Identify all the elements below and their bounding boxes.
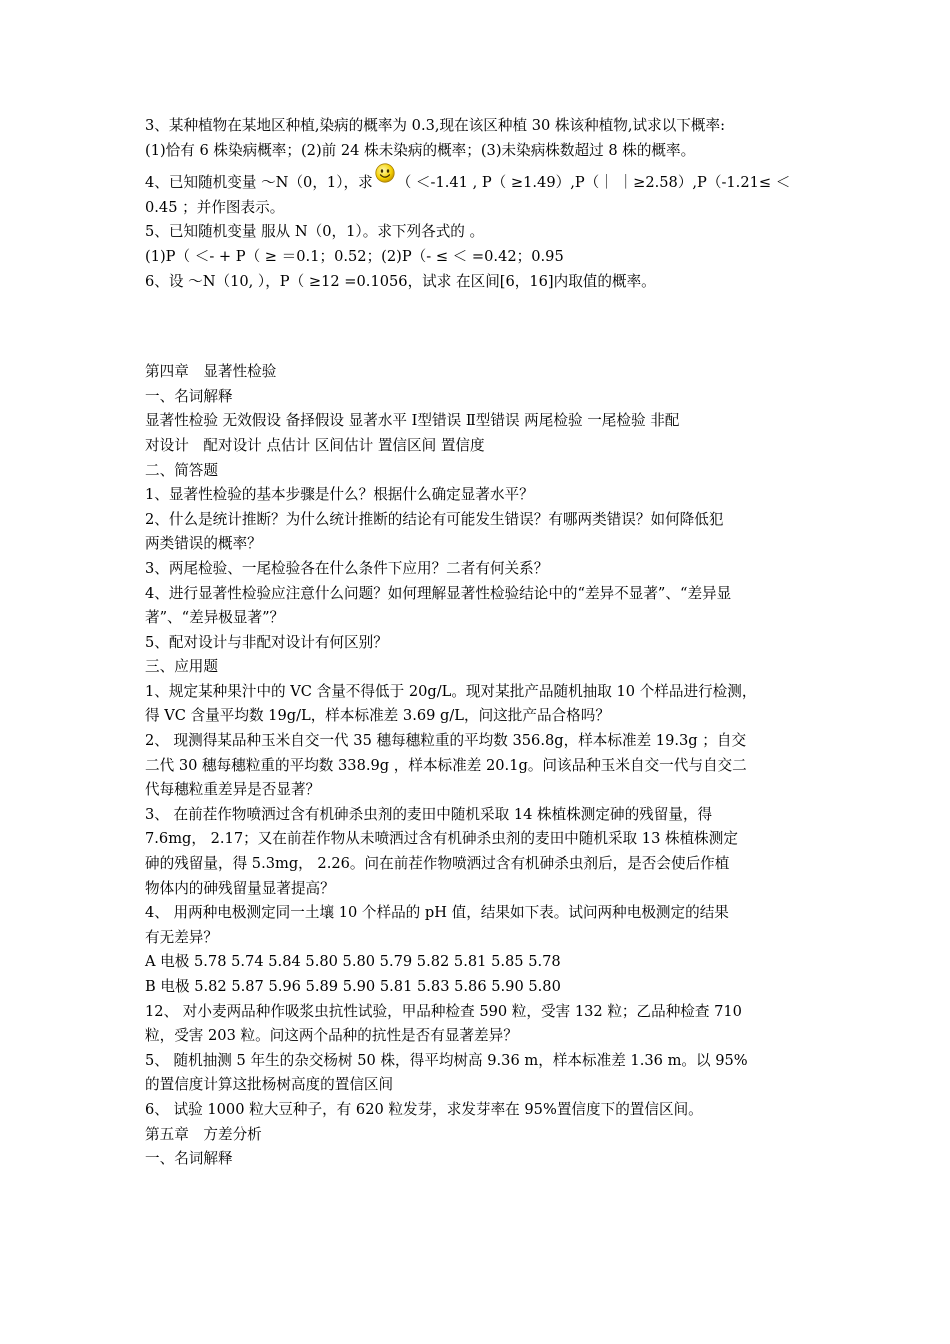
application-4-line-2: 有无差异？: [145, 928, 218, 946]
short-answer-4-line-1: 4、进行显著性检验应注意什么问题？如何理解显著性检验结论中的“差异不显著”、“差异显: [145, 584, 732, 602]
ch4-terms-line-2: 对设计 配对设计 点估计 区间估计 置信区间 置信度: [145, 436, 485, 454]
application-2-line-3: 代每穗粒重差异是否显著？: [145, 781, 321, 799]
application-5-line-1: 5、 随机抽测 5 年生的杂交杨树 50 株，得平均树高 9.36 m，样本标准差 1.36 m。以 95%: [145, 1051, 748, 1069]
short-answer-3: 3、两尾检验、一尾检验各在什么条件下应用？二者有何关系？: [145, 559, 549, 577]
application-3-line-3: 砷的残留量，得 5.3mg， 2.26。问在前茬作物喷洒过含有机砷杀虫剂后，是否会使后作植: [145, 855, 730, 873]
application-6: 6、 试验 1000 粒大豆种子，有 620 粒发芽，求发芽率在 95%置信度下的置信区间。: [145, 1100, 703, 1118]
application-4-line-1: 4、 用两种电极测定同一土壤 10 个样品的 pH 值，结果如下表。试问两种电极测定的结果: [145, 904, 729, 922]
application-3-line-1: 3、 在前茬作物喷洒过含有机砷杀虫剂的麦田中随机采取 14 株植株测定砷的残留量，得: [145, 805, 713, 823]
electrode-a-data-row: A 电极 5.78 5.74 5.84 5.80 5.80 5.79 5.82 5.81 5.85 5.78: [145, 953, 561, 971]
short-answer-2-line-1: 2、什么是统计推断？为什么统计推断的结论有可能发生错误？有哪两类错误？如何降低犯: [145, 510, 724, 528]
ch4-section-3-heading: 三、应用题: [145, 658, 218, 676]
problem-3-line-2: (1)恰有 6 株染病概率；(2)前 24 株未染病的概率；(3)未染病株数超过 8 株的概率。: [145, 141, 696, 159]
problem-4-prefix: 4、已知随机变量 ～N（0，1），求: [145, 174, 373, 192]
application-3-line-2: 7.6mg， 2.17；又在前茬作物从未喷洒过含有机砷杀虫剂的麦田中随机采取 13 株植株测定: [145, 830, 738, 848]
application-2-line-1: 2、 现测得某品种玉米自交一代 35 穗每穗粒重的平均数 356.8g，样本标准差 19.3g ；自交: [145, 732, 747, 750]
smiley-face-icon: [375, 163, 395, 183]
ch4-section-1-heading: 一、名词解释: [145, 387, 233, 405]
short-answer-5: 5、配对设计与非配对设计有何区别？: [145, 633, 388, 651]
problem-4-line-1: [145, 171, 811, 196]
problem-5-subparts: (1)P（ ＜- + P（ ≥ ＝0.1；0.52；(2)P（- ≤ ＜ =0.42；0.95: [145, 247, 564, 265]
short-answer-4-line-2: 著”、“差异极显著”？: [145, 609, 285, 627]
chapter-4-title: 第四章 显著性检验: [145, 363, 277, 381]
problem-4-line-2: 0.45 ；并作图表示。: [145, 198, 285, 216]
ch4-section-2-heading: 二、简答题: [145, 461, 218, 479]
chapter-5-title: 第五章 方差分析: [145, 1125, 262, 1143]
application-12-line-2: 粒，受害 203 粒。问这两个品种的抗性是否有显著差异？: [145, 1027, 518, 1045]
short-answer-2-line-2: 两类错误的概率？: [145, 535, 262, 553]
application-5-line-2: 的置信度计算这批杨树高度的置信区间: [145, 1076, 394, 1094]
problem-6: 6、设 ～N（10, ），P（ ≥12 =0.1056，试求 在区间[6，16]内取值的概率。: [145, 272, 656, 290]
application-2-line-2: 二代 30 穗每穗粒重的平均数 338.9g ，样本标准差 20.1g。问该品种玉米自交一代与自交二: [145, 756, 747, 774]
ch4-terms-line-1: 显著性检验 无效假设 备择假设 显著水平 Ⅰ型错误 Ⅱ型错误 两尾检验 一尾检验 非配: [145, 412, 680, 430]
problem-3-line-1: 3、某种植物在某地区种植,染病的概率为 0.3,现在该区种植 30 株该种植物,试求以下概率:: [145, 117, 726, 134]
application-1-line-2: 得 VC 含量平均数 19g/L，样本标准差 3.69 g/L，问这批产品合格吗？: [145, 707, 610, 725]
problem-4-suffix: （ ＜-1.41 , P（ ≥1.49）,P（｜ ｜≥2.58）,P（-1.21≤ ＜: [396, 174, 791, 192]
ch5-section-1-heading: 一、名词解释: [145, 1150, 233, 1168]
problem-5: 5、已知随机变量 服从 N（0，1）。求下列各式的 。: [145, 223, 485, 241]
electrode-b-data-row: B 电极 5.82 5.87 5.96 5.89 5.90 5.81 5.83 5.86 5.90 5.80: [145, 978, 561, 995]
application-1-line-1: 1、规定某种果汁中的 VC 含量不得低于 20g/L。现对某批产品随机抽取 10 个样品进行检测，: [145, 682, 757, 700]
application-12-line-1: 12、 对小麦两品种作吸浆虫抗性试验，甲品种检查 590 粒，受害 132 粒；乙品种检查 710: [145, 1002, 742, 1020]
short-answer-1: 1、显著性检验的基本步骤是什么？根据什么确定显著水平？: [145, 486, 534, 504]
document-page: [145, 114, 811, 1172]
application-3-line-4: 物体内的砷残留量显著提高？: [145, 879, 335, 897]
